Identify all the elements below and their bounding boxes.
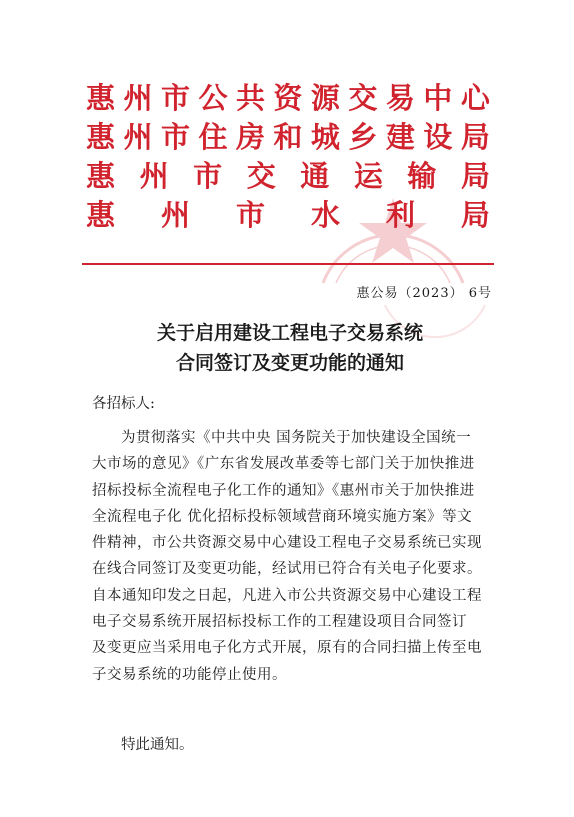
issuer-char: 资: [273, 81, 303, 115]
issuer-char: 交: [246, 159, 276, 193]
issuer-char: 输: [407, 159, 437, 193]
issuer-char: 州: [123, 81, 153, 115]
body-line: 自本通知印发之日起，凡进入市公共资源交易中心建设工程: [92, 587, 482, 604]
issuer-char: 市: [235, 198, 265, 232]
body-line: 及变更应当采用电子化方式开展，原有的合同扫描上传至电: [92, 640, 482, 657]
issuer-char: 通: [300, 159, 330, 193]
issuer-line: [86, 158, 490, 195]
body-line: 子交易系统的功能停止使用。: [92, 666, 287, 683]
issuer-char: 利: [385, 198, 415, 232]
issuer-char: 市: [160, 81, 190, 115]
body-line: 件精神，市公共资源交易中心建设工程电子交易系统已实现: [92, 535, 482, 552]
issuer-line: [86, 119, 490, 156]
title-line: 关于启用建设工程电子交易系统: [156, 322, 423, 344]
issuer-char: 州: [160, 198, 190, 232]
issuer-char: 心: [460, 81, 490, 115]
document-title: [80, 318, 500, 378]
issuer-char: 和: [273, 120, 303, 154]
issuer-char: 州: [139, 159, 169, 193]
issuer-line: [86, 80, 490, 117]
title-line: 合同签订及变更功能的通知: [175, 352, 404, 374]
document-number: 惠公易（2023） 6号: [356, 286, 492, 301]
issuer-char: 市: [160, 120, 190, 154]
issuer-char: 市: [193, 159, 223, 193]
issuer-char: 交: [348, 81, 378, 115]
body-paragraph: [92, 425, 492, 688]
issuer-char: 城: [310, 120, 340, 154]
issuer-char: 源: [310, 81, 340, 115]
body-line: 为贯彻落实《中共中央 国务院关于加快建设全国统一: [121, 430, 472, 446]
closing-remark: 特此通知。: [121, 737, 194, 753]
issuer-char: 水: [310, 198, 340, 232]
body-line: 招标投标全流程电子化工作的通知》《惠州市关于加快推进: [92, 482, 475, 499]
issuer-char: 惠: [86, 120, 116, 154]
issuer-char: 建: [385, 120, 415, 154]
body-line: 电子交易系统开展招标投标工作的工程建设项目合同签订: [92, 614, 467, 631]
salutation: 各招标人:: [92, 396, 155, 412]
issuer-char: 中: [423, 81, 453, 115]
issuer-char: 住: [198, 120, 228, 154]
issuer-char: 共: [235, 81, 265, 115]
body-line: 全流程电子化 优化招标投标领域营商环境实施方案》等文: [92, 508, 473, 525]
issuer-char: 惠: [86, 159, 116, 193]
header-divider: [82, 263, 494, 265]
issuer-char: 运: [353, 159, 383, 193]
issuer-char: 局: [460, 198, 490, 232]
issuer-char: 惠: [86, 198, 116, 232]
body-line: 在线合同签订及变更功能，经试用已符合有关电子化要求。: [92, 561, 482, 578]
issuer-char: 设: [423, 120, 453, 154]
issuer-char: 局: [460, 159, 490, 193]
issuer-line: [86, 197, 490, 234]
body-line: 大市场的意见》《广东省发展改革委等七部门关于加快推进: [92, 456, 475, 473]
issuer-char: 州: [123, 120, 153, 154]
issuer-char: 乡: [348, 120, 378, 154]
issuer-char: 惠: [86, 81, 116, 115]
issuer-header: [86, 80, 490, 236]
issuer-char: 公: [198, 81, 228, 115]
issuer-char: 局: [460, 120, 490, 154]
issuer-char: 易: [385, 81, 415, 115]
issuer-char: 房: [235, 120, 265, 154]
